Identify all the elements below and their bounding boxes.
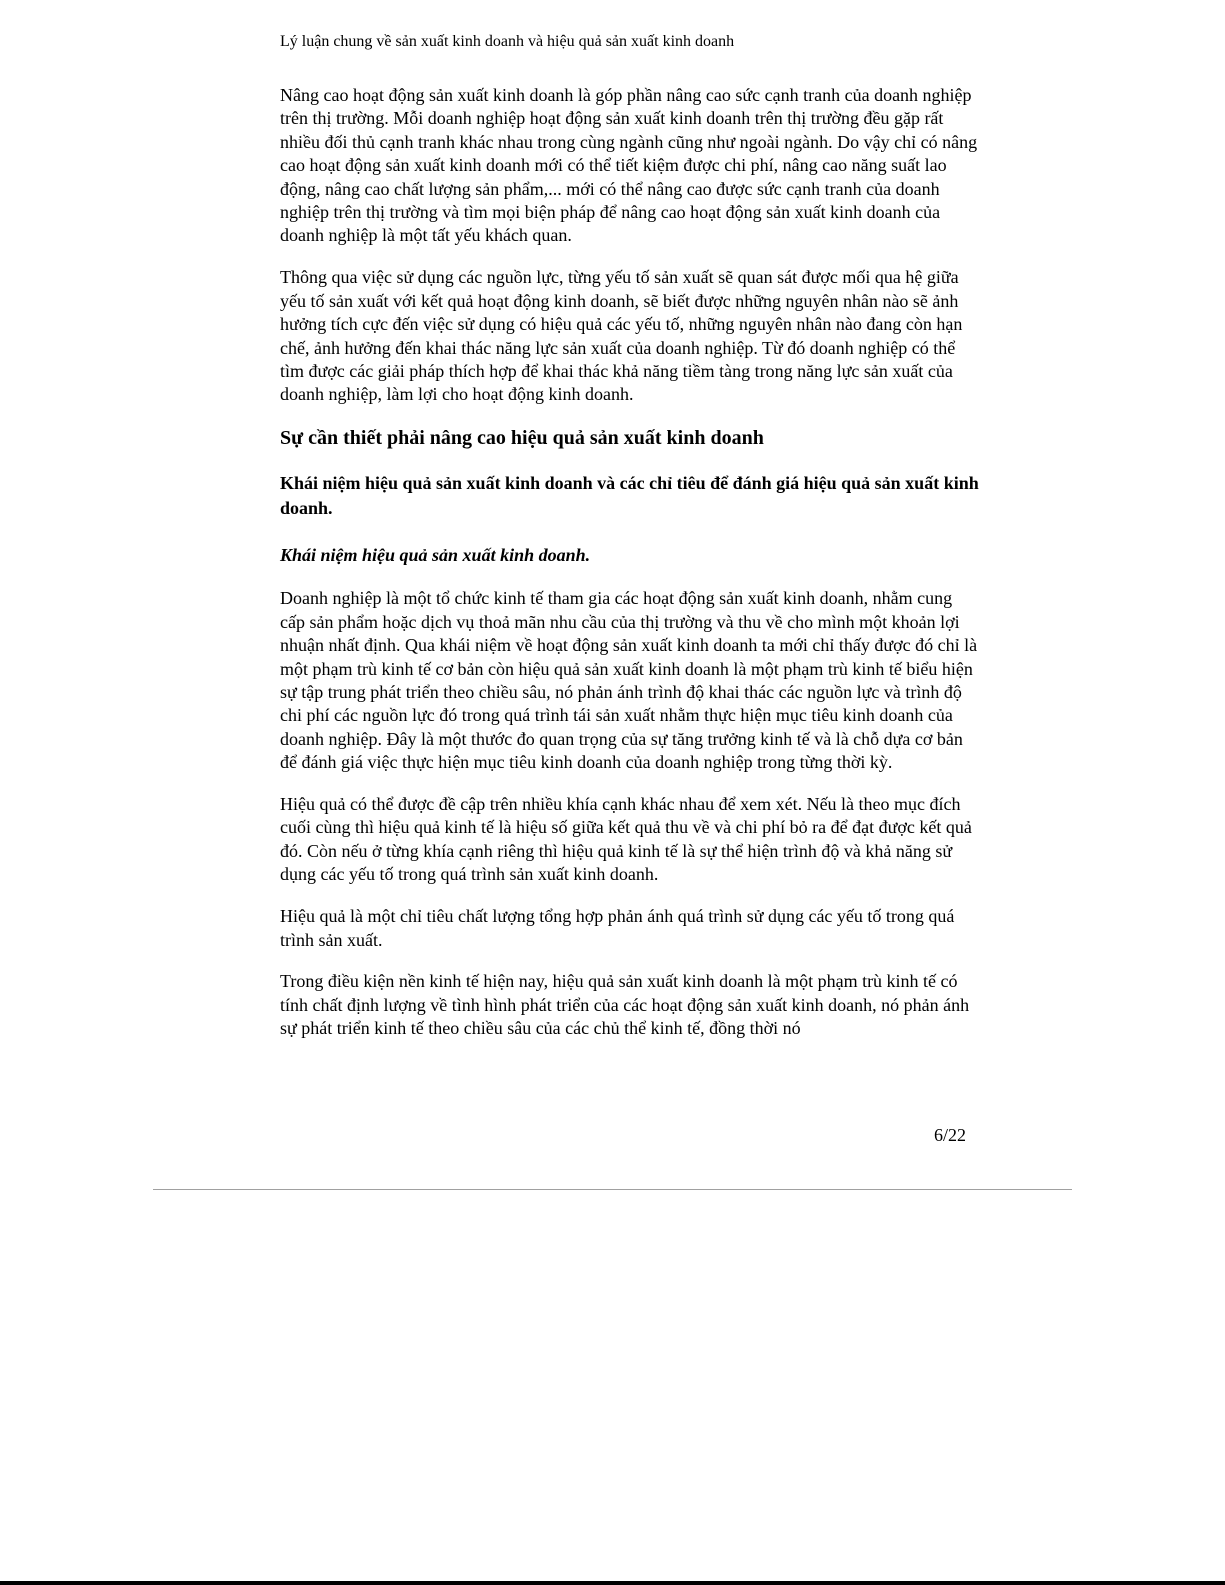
paragraph: Thông qua việc sử dụng các nguồn lực, từng yếu tố sản xuất sẽ quan sát được mối qua hệ giữa yếu tố sản xuất với kết quả hoạt động kinh doanh, sẽ biết được những nguyên nhân nào sẽ ảnh hưởng tích cực đến việc sử dụng có hiệu quả các yếu tố, những nguyên nhân nào đang còn hạn chế, ảnh hưởng đến khai thác năng lực sản xuất của doanh nghiệp. Từ đó doanh nghiệp có thể tìm được các giải pháp thích hợp để khai thác khả năng tiềm tàng trong năng lực sản xuất của doanh nghiệp, làm lợi cho hoạt động kinh doanh. [280, 267, 963, 405]
section-heading: Sự cần thiết phải nâng cao hiệu quả sản xuất kinh doanh [280, 427, 764, 450]
paragraph: Nâng cao hoạt động sản xuất kinh doanh là góp phần nâng cao sức cạnh tranh của doanh nghiệp trên thị trường. Mỗi doanh nghiệp hoạt động sản xuất kinh doanh trên thị trường đều gặp rất nhiều đối thủ cạnh tranh khác nhau trong cùng ngành cũng như ngoài ngành. Do vậy chỉ có nâng cao hoạt động sản xuất kinh doanh mới có thể tiết kiệm được chi phí, nâng cao năng suất lao động, nâng cao chất lượng sản phẩm,... mới có thể nâng cao được sức cạnh tranh của doanh nghiệp trên thị trường và tìm mọi biện pháp để nâng cao hoạt động sản xuất kinh doanh của doanh nghiệp là một tất yếu khách quan. [280, 85, 978, 246]
bottom-border [0, 1581, 1225, 1585]
subsubsection-heading: Khái niệm hiệu quả sản xuất kinh doanh. [280, 545, 591, 566]
page-number: 6/22 [934, 1125, 967, 1145]
paragraph: Hiệu quả là một chỉ tiêu chất lượng tổng hợp phản ánh quá trình sử dụng các yếu tố trong quá trình sản xuất. [280, 906, 955, 950]
running-header: Lý luận chung về sản xuất kinh doanh và hiệu quả sản xuất kinh doanh [280, 33, 735, 50]
document-body [280, 84, 980, 1041]
paragraph: Trong điều kiện nền kinh tế hiện nay, hiệu quả sản xuất kinh doanh là một phạm trù kinh tế có tính chất định lượng về tình hình phát triển của các hoạt động sản xuất kinh doanh, nó phản ánh sự phát triển kinh tế theo chiều sâu của các chủ thể kinh tế, đồng thời nó [280, 971, 970, 1039]
paragraph: Doanh nghiệp là một tổ chức kinh tế tham gia các hoạt động sản xuất kinh doanh, nhằm cung cấp sản phẩm hoặc dịch vụ thoả mãn nhu cầu của thị trường và thu về cho mình một khoản lợi nhuận nhất định. Qua khái niệm về hoạt động sản xuất kinh doanh ta mới chỉ thấy được đó chỉ là một phạm trù kinh tế cơ bản còn hiệu quả sản xuất kinh doanh là một phạm trù kinh tế biểu hiện sự tập trung phát triển theo chiều sâu, nó phản ánh trình độ khai thác các nguồn lực và trình độ chi phí các nguồn lực đó trong quá trình tái sản xuất nhằm thực hiện mục tiêu kinh doanh của doanh nghiệp. Đây là một thước đo quan trọng của sự tăng trưởng kinh tế và là chỗ dựa cơ bản để đánh giá việc thực hiện mục tiêu kinh doanh của doanh nghiệp trong từng thời kỳ. [280, 588, 978, 773]
page-divider [153, 1189, 1072, 1190]
subsection-heading: Khái niệm hiệu quả sản xuất kinh doanh và các chỉ tiêu để đánh giá hiệu quả sản xuất kinh doanh. [280, 473, 979, 519]
paragraph: Hiệu quả có thể được đề cập trên nhiều khía cạnh khác nhau để xem xét. Nếu là theo mục đích cuối cùng thì hiệu quả kinh tế là hiệu số giữa kết quả thu về và chi phí bỏ ra để đạt được kết quả đó. Còn nếu ở từng khía cạnh riêng thì hiệu quả kinh tế là sự thể hiện trình độ và khả năng sử dụng các yếu tố trong quá trình sản xuất kinh doanh. [280, 794, 972, 885]
